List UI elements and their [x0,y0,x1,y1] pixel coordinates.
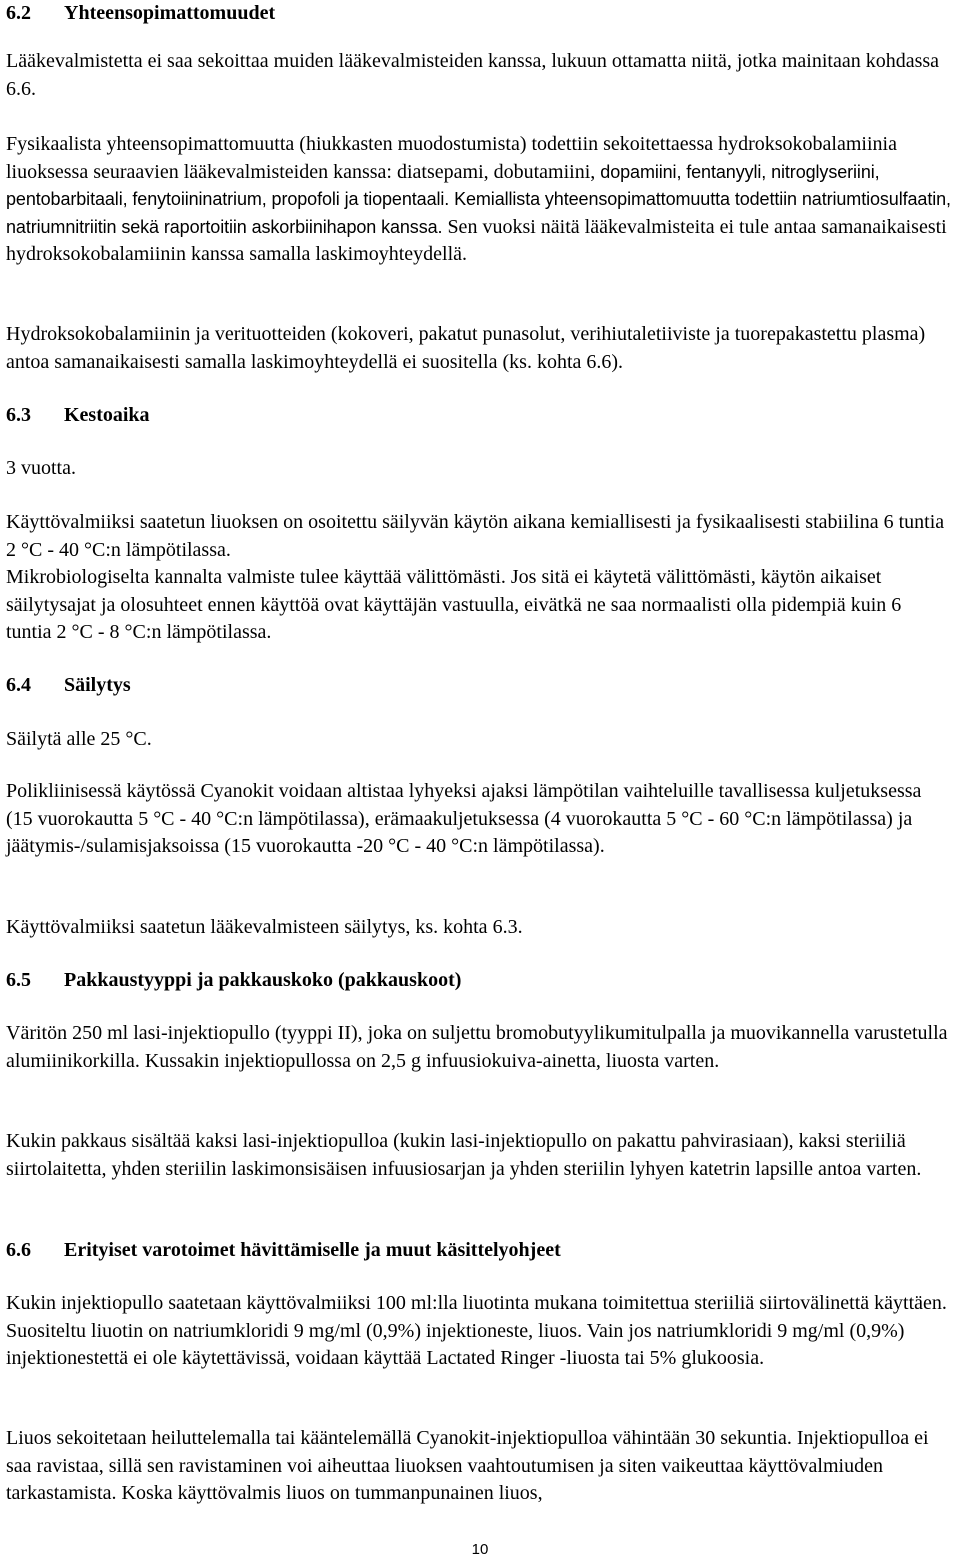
section-title: Yhteensopimattomuudet [64,2,276,24]
section-title: Säilytys [64,674,131,696]
paragraph: Mikrobiologiselta kannalta valmiste tulee käyttää välittömästi. Jos sitä ei käytetä välittömästi, käytön aikaiset säilytysajat ja olosuhteet ennen käyttöä ovat käyttäjän vastuulla, eivätkä ne saa normaalisti olla pidempiä kuin 6 tuntia 2 °C - 8 °C:n lämpötilassa. [6,566,902,643]
paragraph: 3 vuotta. [6,457,76,479]
section-title: Pakkaustyyppi ja pakkauskoko (pakkauskoot) [64,969,462,991]
section-6-6-heading [6,1237,561,1264]
paragraph: Kukin injektiopullo saatetaan käyttövalmiiksi 100 ml:lla liuotinta mukana toimitettua steriiliä siirtovälinettä käyttäen. Suositeltu liuotin on natriumkloridi 9 mg/ml (0,9%) injektioneste, liuos. Vain jos natriumkloridi 9 mg/ml (0,9%) injektionestettä ei ole käytettävissä, voidaan käyttää Lactated Ringer -liuosta tai 5% glukoosia. [6,1292,947,1369]
section-number: 6.2 [6,2,31,24]
section-title: Kestoaika [64,404,150,426]
paragraph: Hydroksokobalamiinin ja verituotteiden (kokoveri, pakatut punasolut, verihiutaletiiviste ja tuorepakastettu plasma) antoa samanaikaisesti samalla laskimoyhteydellä ei suositella (ks. kohta 6.6). [6,323,926,373]
paragraph-text: Fysikaalista yhteensopimattomuutta (hiukkasten muodostumista) todettiin sekoitettaessa hydroksokobalamiinia liuoksessa seuraavien lääkevalmisteiden kanssa: diatsepami, dobutamiini, [6,133,897,183]
paragraph [6,131,956,269]
section-title: Erityiset varotoimet hävittämiselle ja muut käsittelyohjeet [64,1239,561,1261]
section-6-2-heading [6,0,275,27]
paragraph: Käyttövalmiiksi saatetun liuoksen on osoitettu säilyvän käytön aikana kemiallisesti ja fysikaalisesti stabiilina 6 tuntia 2 °C - 40 °C:n lämpötilassa. [6,511,945,561]
section-number: 6.5 [6,969,31,991]
paragraph: Liuos sekoitetaan heiluttelemalla tai kääntelemällä Cyanokit-injektiopulloa vähintään 30 sekuntia. Injektiopulloa ei saa ravistaa, sillä sen ravistaminen voi aiheuttaa liuoksen vaahtoutumisen ja siten vaikeuttaa käyttövalmiuden tarkastamista. Koska käyttövalmis liuos on tummanpunainen liuos, [6,1427,929,1504]
paragraph: Polikliinisessä käytössä Cyanokit voidaan altistaa lyhyeksi ajaksi lämpötilan vaihteluille tavallisessa kuljetuksessa (15 vuorokautta 5 °C - 40 °C:n lämpötilassa), erämaakuljetuksessa (4 vuorokautta 5 °C - 60 °C:n lämpötilassa) ja jäätymis-/sulamisjaksoissa (15 vuorokautta -20 °C - 40 °C:n lämpötilassa). [6,780,922,857]
section-number: 6.6 [6,1239,31,1261]
paragraph: Käyttövalmiiksi saatetun lääkevalmisteen säilytys, ks. kohta 6.3. [6,916,523,938]
section-number: 6.4 [6,674,31,696]
paragraph-text: Sen vuoksi näitä lääkevalmisteita ei tule antaa samanaikaisesti hydroksokobalamiinin kanssa samalla laskimoyhteydellä. [6,215,947,265]
paragraph: Säilytä alle 25 °C. [6,728,152,750]
section-6-5-heading [6,967,461,994]
section-6-4-heading [6,672,131,699]
section-6-3-heading [6,402,150,429]
paragraph: Kukin pakkaus sisältää kaksi lasi-injektiopulloa (kukin lasi-injektiopullo on pakattu pahvirasiaan), kaksi steriiliä siirtolaitetta, yhden steriilin laskimonsisäisen infuusiosarjan ja yhden steriilin lyhyen katetrin lapsille antoa varten. [6,1130,922,1180]
paragraph-text-sans: dopamiini, fentanyyli, nitroglyseriini, pentobarbitaali, fenytoiininatrium, propofoli ja tiopentaali. Kemiallista yhteensopimattomuutta todettiin natriumtiosulfaatin, natriumnitriitin sekä raportoitiin askorbiinihapon kanssa. [6,161,951,237]
paragraph: Väritön 250 ml lasi-injektiopullo (tyyppi II), joka on suljettu bromobutyylikumitulpalla ja muovikannella varustetulla alumiinikorkilla. Kussakin injektiopullossa on 2,5 g infuusiokuiva-ainetta, liuosta varten. [6,1022,948,1072]
paragraph: Lääkevalmistetta ei saa sekoittaa muiden lääkevalmisteiden kanssa, lukuun ottamatta niitä, jotka mainitaan kohdassa 6.6. [6,50,940,100]
section-number: 6.3 [6,404,31,426]
page-number: 10 [471,1541,489,1558]
